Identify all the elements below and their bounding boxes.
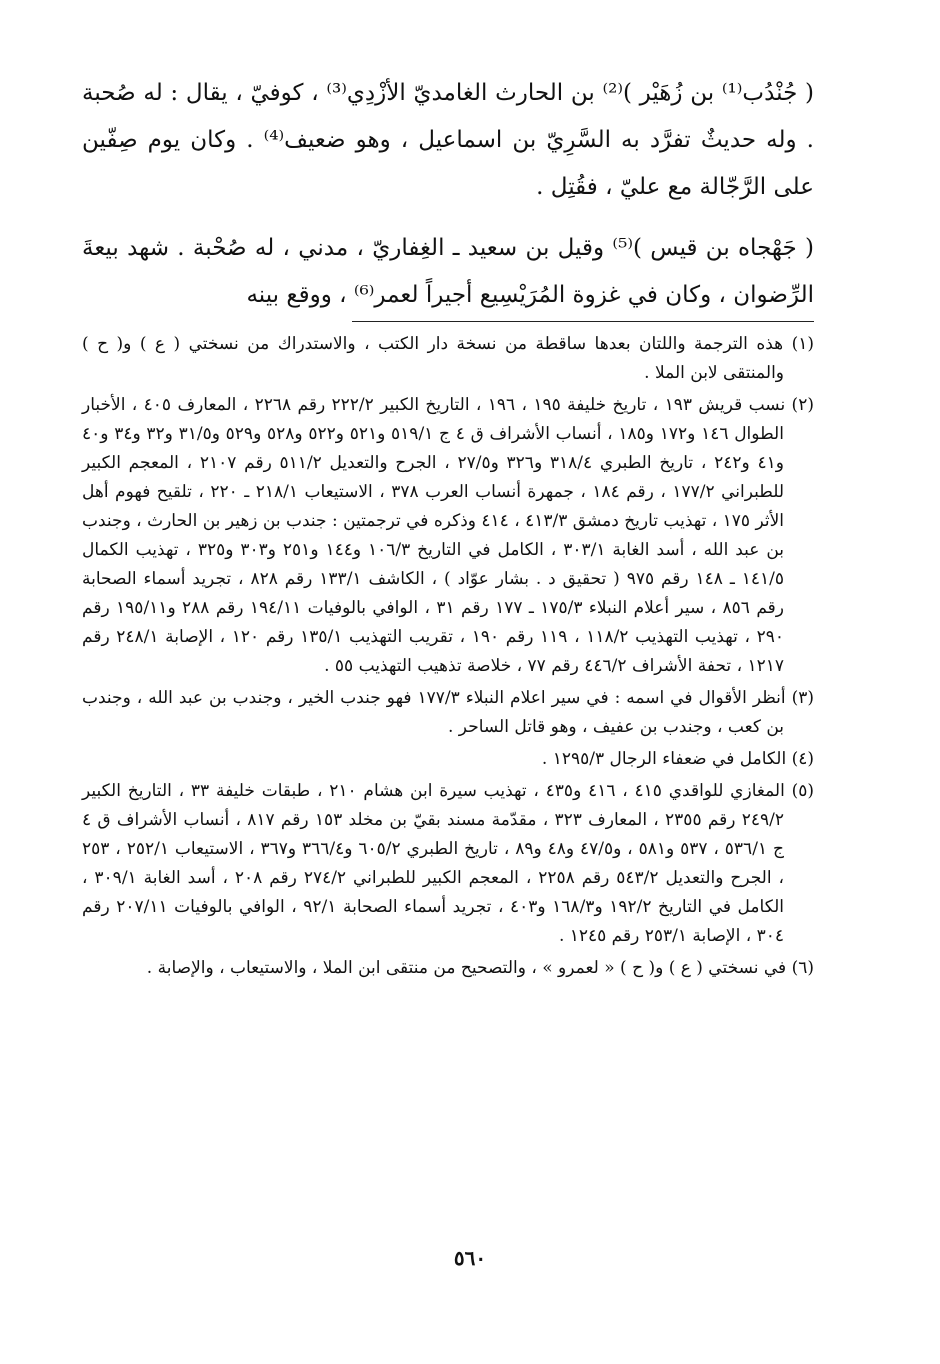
footnote-2: (٢) نسب قريش ١٩٣ ، تاريخ خليفة ١٩٥ ، ١٩٦ ، التاريخ الكبير ٢٢٢/٢ رقم ٢٢٦٨ ، المعارف ٤٠٥ ، الأخبار الطوال ١٤٦ و١٧٢ و١٨٥ ، أنساب الأشراف ق ٤ ج ٥١٩/١ و٥٢١ و٥٢٢ و٥٢٨ و٥٢٩ و٣١/٥ و٣٢ و٣٤ و٤٠ و٤١ و٢٤٢ ، تاريخ الطبري ٣١٨/٤ و٣٢٦ و٢٧/٥ ، الجرح والتعديل ٥١١/٢ رقم ٢١٠٧ ، المعجم الكبير للطبراني ١٧٧/٢ ، رقم ١٨٤ ، جمهرة أنساب العرب ٣٧٨ ، الاستيعاب ٢١٨/١ ـ ٢٢٠ ، تلقيح فهوم أهل الأثر ١٧٥ ، تهذيب تاريخ دمشق ٤١٣/٣ ، ٤١٤ وذكره في ترجمتين : جندب بن زهير بن الحارث ، وجندب بن عبد الله ، أسد الغابة ٣٠٣/١ ، الكامل في التاريخ ١٠٦/٣ و١٤٤ و٢٥١ و٣٠٣ و٣٢٥ ، تهذيب الكمال ١٤١/٥ ـ ١٤٨ رقم ٩٧٥ ( تحقيق د . بشار عوّاد ) ، الكاشف ١٣٣/١ رقم ٨٢٨ ، تجريد أسماء الصحابة رقم ٨٥٦ ، سير أعلام النبلاء ١٧٥/٣ ـ ١٧٧ رقم ٣١ ، الوافي بالوفيات ١٩٤/١١ رقم ٢٨٨ و١٩٥/١١ رقم ٢٩٠ ، تهذيب التهذيب ١١٨/٢ ، ١١٩ رقم ١٩٠ ، تقريب التهذيب ١٣٥/١ رقم ١٢٠ ، الإصابة ٢٤٨/١ رقم ١٢١٧ ، تحفة الأشراف ٤٤٦/٢ رقم ٧٧ ، خلاصة تذهيب التهذيب ٥٥ . — [82, 395, 814, 676]
biography-entry-jundub: ( جُنْدُب⁽¹⁾ بن زُهَيْر )⁽²⁾ بن الحارث الغامديّ الأزْدِي⁽³⁾ ، كوفيّ ، يقال : له صُحبة . وله حديثٌ تفرَّد به السَّرِيّ بن اسماعيل ، وهو ضعيف⁽⁴⁾ . وكان يوم صِفّين على الرَّجّالة مع عليّ ، فقُتِل . — [82, 80, 814, 200]
page-body — [82, 70, 814, 986]
page-number: ٥٦٠ — [453, 1246, 487, 1270]
footnotes — [82, 330, 814, 983]
footnote-1: (١) هذه الترجمة واللتان بعدها ساقطة من نسخة دار الكتب ، والاستدراك من نسختي ( ع ) و( ح ) والمنتقى لابن الملا . — [82, 334, 814, 383]
biography-entry-jahjah: ( جَهْجاه بن قيس )⁽⁵⁾ وقيل بن سعيد ـ الغِفاريّ ، مدني ، له صُحْبة . شهد بيعةَ الرِّضوان ، وكان في غزوة المُرَيْسِيع أجيراً لعمر⁽⁶⁾ ، ووقع بينه — [82, 235, 815, 308]
footnote-3: (٣) أنظر الأقوال في اسمه : في سير اعلام النبلاء ١٧٧/٣ فهو جندب الخير ، وجندب بن عبد الله ، وجندب بن كعب ، وجندب بن عفيف ، وهو قاتل الساحر . — [82, 688, 814, 737]
footnote-divider — [352, 321, 814, 322]
footnote-6: (٦) في نسختي ( ع ) و( ح ) « لعمرو » ، والتصحيح من منتقى ابن الملا ، والاستيعاب ، والإصابة . — [146, 958, 814, 978]
footnote-5: (٥) المغازي للواقدي ٤١٥ ، ٤١٦ و٤٣٥ ، تهذيب سيرة ابن هشام ٢١٠ ، طبقات خليفة ٣٣ ، التاريخ الكبير ٢٤٩/٢ رقم ٢٣٥٥ ، المعارف ٣٢٣ ، مقدّمة مسند بقيّ بن مخلد ١٥٣ رقم ٨١٧ ، أنساب الأشراف ق ٤ ج ٥٣٦/١ ، ٥٣٧ و٥٨١ ، و٤٧/٥ و٤٨ و٨٩ ، تاريخ الطبري ٦٠٥/٢ و٣٦٦/٤ و٣٦٧ ، الاستيعاب ٢٥٢/١ ، ٢٥٣ ، الجرح والتعديل ٥٤٣/٢ رقم ٢٢٥٨ ، المعجم الكبير للطبراني ٢٧٤/٢ رقم ٢٠٨ ، أسد الغابة ٣٠٩/١ ، الكامل في التاريخ ١٩٢/٢ و١٦٨/٣ و٤٠٣ ، تجريد أسماء الصحابة ٩٢/١ ، الوافي بالوفيات ٢٠٧/١١ رقم ٣٠٤ ، الإصابة ٢٥٣/١ رقم ١٢٤٥ . — [82, 781, 815, 946]
footnote-4: (٤) الكامل في ضعفاء الرجال ١٢٩٥/٣ . — [541, 749, 814, 769]
